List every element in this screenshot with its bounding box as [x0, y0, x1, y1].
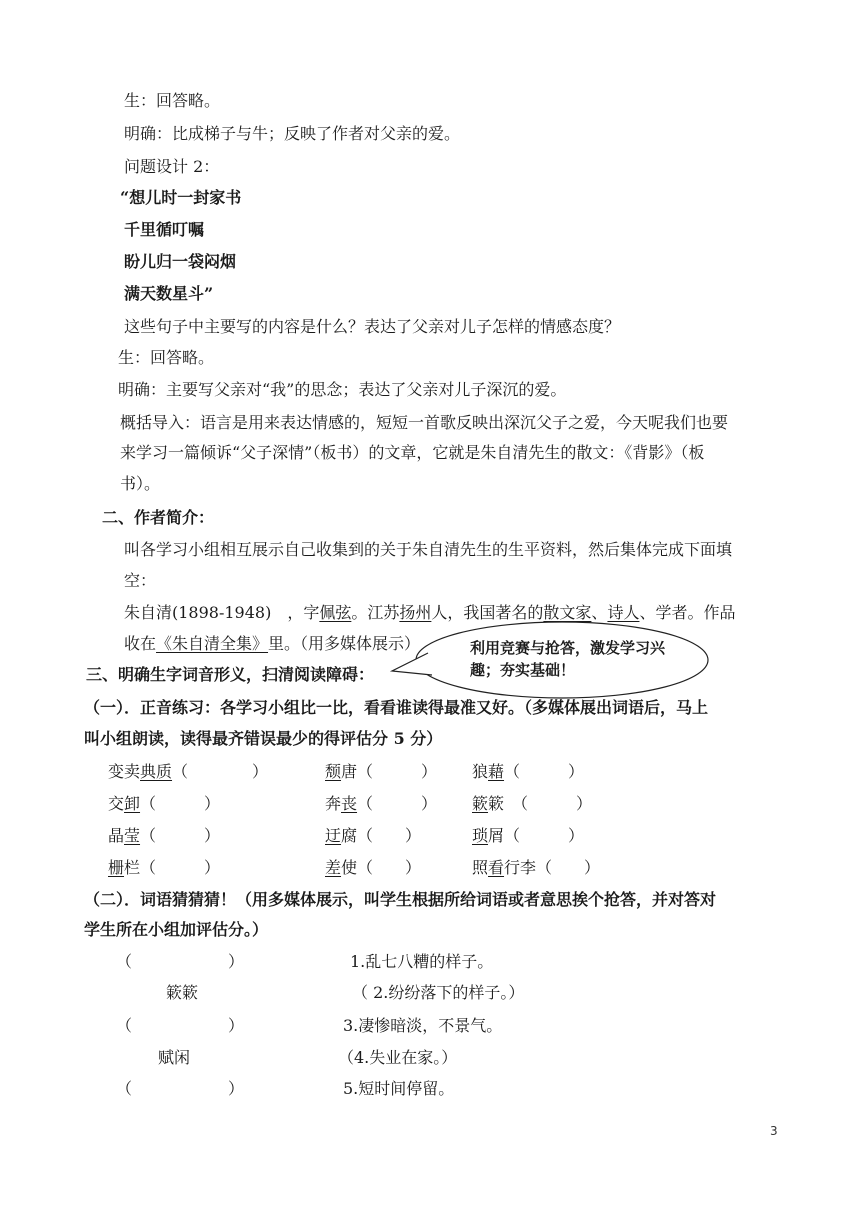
vocab-item: 琐屑（ ） — [472, 826, 585, 845]
vocab-item: 照看行李（ ） — [472, 858, 601, 877]
guess-word-1: 簌簌 — [166, 983, 199, 1002]
vocab-item: 变卖典质（ ） — [108, 762, 269, 781]
vocab-item: 颓唐（ ） — [325, 762, 438, 781]
question-text: 这些句子中主要写的内容是什么？表达了父亲对儿子怎样的情感态度？ — [124, 317, 621, 336]
guess-definition-4: （4.失业在家。） — [338, 1048, 458, 1067]
guess-blank-3: （ ） — [116, 1079, 245, 1098]
vocab-item: 栅栏（ ） — [108, 858, 221, 877]
poem-line-2: 千里循叮嘱 — [124, 220, 205, 239]
author-fill-line-1: 朱自清(1898-1948) ，字佩弦。江苏扬州人，我国著名的散文家、诗人、学者。作品 — [124, 603, 736, 622]
vocab-item: 交卸（ ） — [108, 794, 221, 813]
guess-definition-3: 3.凄惨暗淡，不景气。 — [343, 1016, 503, 1035]
vocab-item: 迂腐（ ） — [325, 826, 422, 845]
question-design-2: 问题设计 2： — [124, 157, 220, 176]
summary-line-3: 书）。 — [120, 474, 161, 493]
student-answer-2: 生：回答略。 — [118, 348, 215, 367]
vocab-item: 晶莹（ ） — [108, 826, 221, 845]
poem-line-1: “想儿时一封家书 — [120, 188, 242, 207]
answer-essayist: 散文家 — [543, 603, 592, 622]
vocab-item: 差使（ ） — [325, 858, 422, 877]
guess-blank-1: （ ） — [116, 952, 245, 971]
guess-definition-2: （ 2.纷纷落下的样子。） — [352, 983, 525, 1002]
guess-instruction-2: 学生所在小组加评估分。） — [84, 920, 269, 939]
guess-blank-2: （ ） — [116, 1016, 245, 1035]
poem-line-4: 满天数星斗” — [124, 284, 214, 303]
pronunciation-instruction-1: （一）．正音练习：各学习小组比一比，看看谁读得最准又好。（多媒体展出词语后，马上 — [84, 698, 709, 717]
summary-line-2: 来学习一篇倾诉“父子深情”（板书）的文章，它就是朱自清先生的散文：《背影》（板 — [120, 443, 705, 462]
answer-courtesy-name: 佩弦 — [319, 603, 352, 622]
author-heading: 二、作者简介： — [102, 508, 215, 527]
callout-text: 利用竞赛与抢答，激发学习兴趣；夯实基础！ — [470, 639, 666, 679]
answer-collection: 《朱自清全集》 — [156, 634, 269, 653]
guess-definition-1: 1.乱七八糟的样子。 — [350, 952, 494, 971]
author-fill-line-2: 收在《朱自清全集》里。（用多媒体展示） — [124, 634, 421, 653]
clarification-1: 明确：比成梯子与牛；反映了作者对父亲的爱。 — [124, 124, 461, 143]
page-number: 3 — [770, 1124, 778, 1138]
vocab-item: 奔丧（ ） — [325, 794, 438, 813]
poem-line-3: 盼儿归一袋闷烟 — [124, 252, 237, 271]
answer-poet: 诗人 — [607, 603, 640, 622]
section3-heading: 三、明确生字词音形义，扫清阅读障碍： — [86, 665, 375, 684]
guess-definition-5: 5.短时间停留。 — [343, 1079, 455, 1098]
author-instruction-1: 叫各学习小组相互展示自己收集到的关于朱自清先生的生平资料，然后集体完成下面填 — [124, 540, 733, 559]
guess-instruction-1: （二）．词语猜猜猜！（用多媒体展示，叫学生根据所给词语或者意思挨个抢答，并对答对 — [84, 890, 717, 909]
vocab-item: 狼藉（ ） — [472, 762, 585, 781]
summary-line-1: 概括导入：语言是用来表达情感的，短短一首歌反映出深沉父子之爱，今天呢我们也要 — [120, 413, 729, 432]
student-answer-1: 生：回答略。 — [124, 91, 221, 110]
answer-hometown: 扬州 — [399, 603, 432, 622]
author-instruction-2: 空： — [124, 571, 157, 590]
guess-word-2: 赋闲 — [158, 1048, 191, 1067]
vocab-item: 簌簌 （ ） — [472, 794, 593, 813]
clarification-2: 明确：主要写父亲对“我”的思念；表达了父亲对儿子深沉的爱。 — [118, 380, 567, 399]
pronunciation-instruction-2: 叫小组朗读，读得最齐错误最少的得评估分 5 分） — [84, 729, 443, 748]
